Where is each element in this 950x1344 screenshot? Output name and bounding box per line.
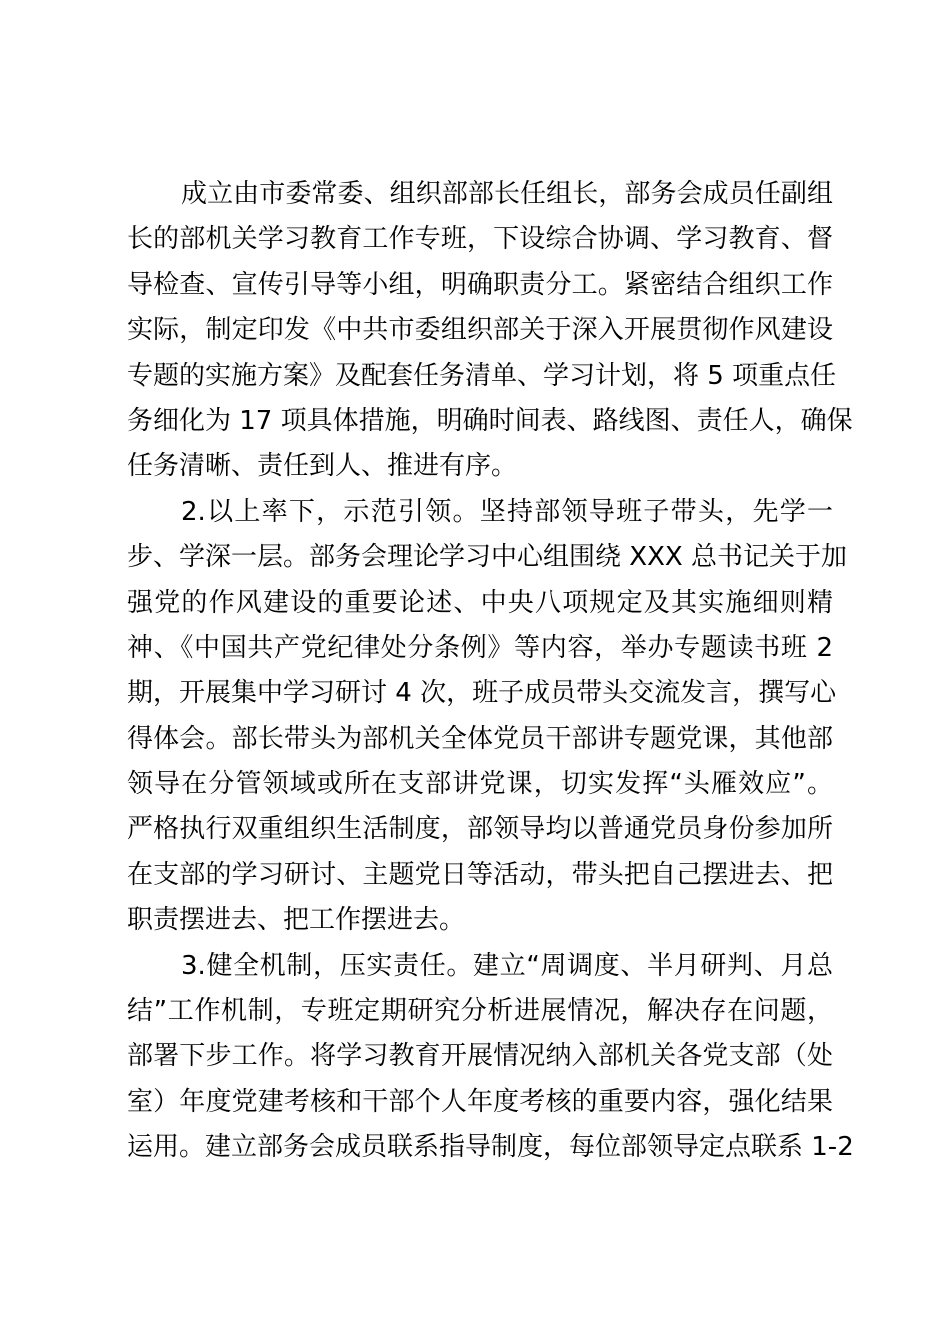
text-line: 长的部机关学习教育工作专班，下设综合协调、学习教育、督 [127, 224, 833, 255]
text-line: 务细化为 17 项具体措施，明确时间表、路线图、责任人，确保 [127, 405, 853, 436]
text-line: 步、学深一层。部务会理论学习中心组围绕 XXX 总书记关于加 [127, 542, 847, 573]
text-line: 运用。建立部务会成员联系指导制度，每位部领导定点联系 1-2 [127, 1132, 854, 1163]
paragraph-3 [127, 944, 854, 1171]
text-line: 领导在分管领域或所在支部讲党课，切实发挥“头雁效应”。 [127, 769, 833, 800]
text-line: 3.健全机制，压实责任。建立“周调度、半月研判、月总 [181, 950, 833, 981]
text-line: 期，开展集中学习研讨 4 次，班子成员带头交流发言，撰写心 [127, 678, 837, 709]
text-line: 严格执行双重组织生活制度，部领导均以普通党员身份参加所 [127, 814, 833, 845]
text-line: 职责摆进去、把工作摆进去。 [127, 905, 466, 936]
text-line: 强党的作风建设的重要论述、中央八项规定及其实施细则精 [127, 587, 833, 618]
text-line: 专题的实施方案》及配套任务清单、学习计划，将 5 项重点任 [127, 360, 837, 391]
paragraph-1 [127, 172, 853, 490]
text-line: 部署下步工作。将学习教育开展情况纳入部机关各党支部（处 [127, 1041, 833, 1072]
document-body [127, 172, 854, 1171]
paragraph-2 [127, 490, 847, 944]
text-line: 导检查、宣传引导等小组，明确职责分工。紧密结合组织工作 [127, 269, 833, 300]
text-line: 实际，制定印发《中共市委组织部关于深入开展贯彻作风建设 [127, 315, 833, 346]
text-line: 2.以上率下，示范引领。坚持部领导班子带头，先学一 [181, 496, 833, 527]
text-line: 结”工作机制，专班定期研究分析进展情况，解决存在问题， [127, 996, 833, 1027]
text-line: 神、《中国共产党纪律处分条例》等内容，举办专题读书班 2 [127, 632, 833, 663]
text-line: 得体会。部长带头为部机关全体党员干部讲专题党课，其他部 [127, 723, 833, 754]
text-line: 成立由市委常委、组织部部长任组长，部务会成员任副组 [181, 179, 833, 209]
text-line: 任务清晰、责任到人、推进有序。 [127, 451, 518, 482]
text-line: 在支部的学习研讨、主题党日等活动，带头把自己摆进去、把 [127, 859, 833, 890]
text-line: 室）年度党建考核和干部个人年度考核的重要内容，强化结果 [127, 1086, 833, 1117]
